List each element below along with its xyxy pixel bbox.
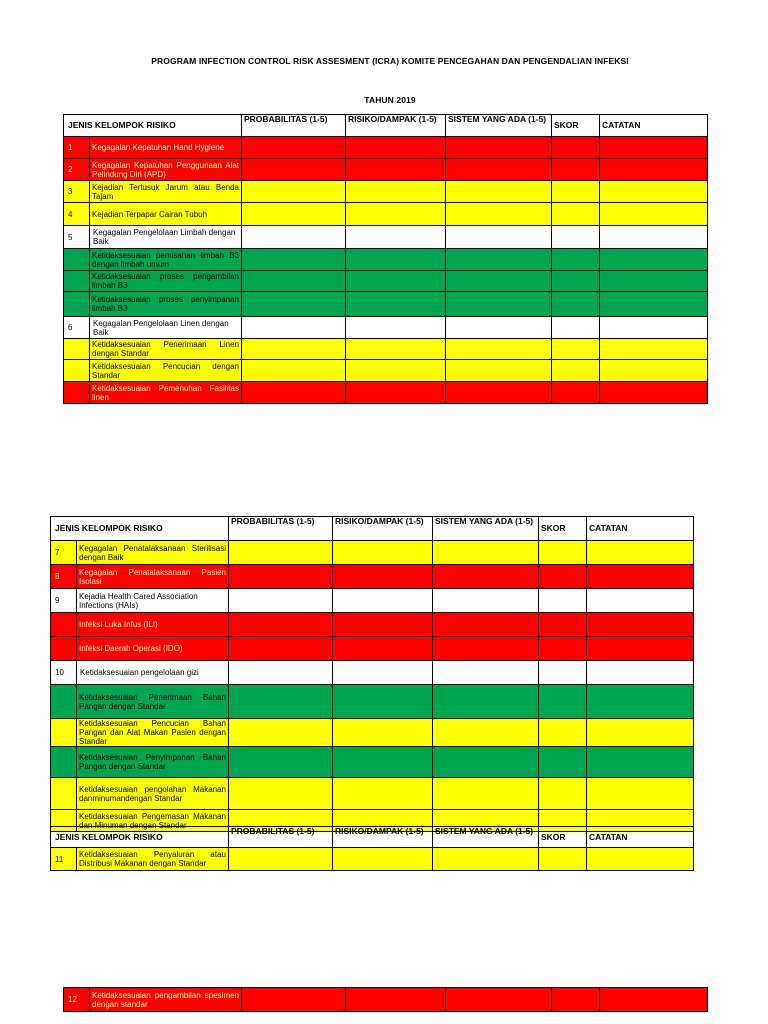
score-cell	[539, 747, 587, 778]
notes-cell	[600, 159, 708, 181]
row-number	[64, 339, 90, 360]
impact-cell	[346, 137, 446, 159]
notes-cell	[587, 541, 694, 565]
existing-system-cell	[433, 661, 539, 685]
impact-cell	[333, 541, 433, 565]
probability-cell	[242, 271, 346, 292]
table-row	[64, 317, 708, 339]
impact-cell	[346, 317, 446, 339]
notes-cell	[600, 382, 708, 404]
risk-description: Kegagalan Pengelolaan Limbah dengan Baik	[90, 226, 242, 249]
row-number: 8	[51, 565, 77, 589]
risk-description: Kegagalan Kepatuhan Hand Hygiene	[90, 137, 242, 159]
score-cell	[552, 339, 600, 360]
impact-cell	[346, 988, 446, 1012]
existing-system-cell	[446, 292, 552, 317]
row-number: 6	[64, 317, 90, 339]
probability-cell	[229, 747, 333, 778]
score-cell	[539, 719, 587, 747]
impact-cell	[333, 613, 433, 637]
table-row	[51, 541, 694, 565]
row-number	[51, 747, 77, 778]
header-existing-system: SISTEM YANG ADA (1-5)	[433, 517, 539, 541]
probability-cell	[229, 848, 333, 871]
risk-description: Ketidaksesuaian Pencucian Bahan Pangan dan Alat Makan Pasien dengan Standar	[77, 719, 229, 747]
header-existing-system: SISTEM YANG ADA (1-5)	[446, 115, 552, 137]
header-existing-system: SISTEM YANG ADA (1-5)	[433, 827, 539, 848]
header-impact: RISIKO/DAMPAK (1-5)	[346, 115, 446, 137]
document-title: PROGRAM INFECTION CONTROL RISK ASSESMENT (ICRA) KOMITE PENCEGAHAN DAN PENGENDALIAN INFEKSI	[151, 56, 629, 66]
header-impact: RISIKO/DAMPAK (1-5)	[333, 517, 433, 541]
notes-cell	[600, 988, 708, 1012]
row-number	[51, 637, 77, 661]
risk-description: Kegagalan Penatalaksanaan Pasien Isolasi	[77, 565, 229, 589]
existing-system-cell	[433, 589, 539, 613]
probability-cell	[242, 988, 346, 1012]
table-row	[51, 565, 694, 589]
row-number: 4	[64, 203, 90, 226]
header-probability: PROBABILITAS (1-5)	[242, 115, 346, 137]
header-notes: CATATAN	[600, 115, 708, 137]
risk-description: Ketidaksesuaian pengolahan Makanan danminumandengan Standar	[77, 778, 229, 810]
row-number: 2	[64, 159, 90, 181]
existing-system-cell	[433, 613, 539, 637]
notes-cell	[600, 317, 708, 339]
existing-system-cell	[433, 685, 539, 719]
existing-system-cell	[433, 778, 539, 810]
probability-cell	[229, 637, 333, 661]
table-header-row	[51, 827, 694, 848]
risk-table-3-body	[51, 827, 694, 871]
row-number	[64, 360, 90, 382]
header-probability: PROBABILITAS (1-5)	[229, 827, 333, 848]
table-row	[64, 181, 708, 203]
row-number	[51, 685, 77, 719]
existing-system-cell	[446, 382, 552, 404]
row-number	[64, 382, 90, 404]
score-cell	[539, 637, 587, 661]
risk-description: Ketidaksesuaian Penerimaan Linen dengan Standar	[90, 339, 242, 360]
row-number: 5	[64, 226, 90, 249]
notes-cell	[600, 339, 708, 360]
score-cell	[552, 271, 600, 292]
table-row	[64, 988, 708, 1012]
risk-description: Ketidaksesuaian Penyimpanan Bahan Pangan dengan Standar	[77, 747, 229, 778]
notes-cell	[600, 271, 708, 292]
table-header-row	[64, 115, 708, 137]
probability-cell	[242, 292, 346, 317]
existing-system-cell	[446, 203, 552, 226]
table-row	[64, 292, 708, 317]
notes-cell	[587, 747, 694, 778]
risk-description: Ketidaksesuaian Pemenuhan Fasilitas linen	[90, 382, 242, 404]
notes-cell	[587, 589, 694, 613]
probability-cell	[242, 339, 346, 360]
row-number: 3	[64, 181, 90, 203]
risk-description: Kejadian Terpapar Cairan Tubuh	[90, 203, 242, 226]
risk-description: Kejadia Health Cared Association Infections (HAIs)	[77, 589, 229, 613]
impact-cell	[346, 360, 446, 382]
existing-system-cell	[446, 181, 552, 203]
probability-cell	[242, 249, 346, 271]
table-row	[51, 778, 694, 810]
row-number: 1	[64, 137, 90, 159]
existing-system-cell	[446, 339, 552, 360]
score-cell	[552, 292, 600, 317]
risk-description: Ketidaksesuaian proses pengambilan limbah B3	[90, 271, 242, 292]
notes-cell	[587, 637, 694, 661]
row-number: 11	[51, 848, 77, 871]
notes-cell	[587, 685, 694, 719]
probability-cell	[242, 382, 346, 404]
table-row	[64, 226, 708, 249]
risk-description: Ketidaksesuaian Pencucian dengan Standar	[90, 360, 242, 382]
existing-system-cell	[446, 360, 552, 382]
impact-cell	[333, 565, 433, 589]
impact-cell	[346, 292, 446, 317]
probability-cell	[242, 159, 346, 181]
risk-description: Ketidaksesuaian proses penyimpanan limbah B3	[90, 292, 242, 317]
header-risk-group: JENIS KELOMPOK RISIKO	[51, 517, 229, 541]
score-cell	[539, 565, 587, 589]
impact-cell	[333, 661, 433, 685]
probability-cell	[229, 719, 333, 747]
notes-cell	[600, 360, 708, 382]
row-number: 9	[51, 589, 77, 613]
probability-cell	[229, 565, 333, 589]
table-row	[51, 637, 694, 661]
notes-cell	[587, 613, 694, 637]
notes-cell	[587, 565, 694, 589]
probability-cell	[229, 661, 333, 685]
existing-system-cell	[446, 317, 552, 339]
score-cell	[539, 685, 587, 719]
risk-description: Ketidaksesuaian Penyaluran atau Distribusi Makanan dengan Standar	[77, 848, 229, 871]
impact-cell	[346, 181, 446, 203]
notes-cell	[600, 203, 708, 226]
risk-table-2-body	[51, 517, 694, 832]
score-cell	[539, 613, 587, 637]
probability-cell	[242, 226, 346, 249]
row-number: 12	[64, 988, 90, 1012]
existing-system-cell	[433, 747, 539, 778]
table-row	[64, 271, 708, 292]
table-row	[64, 249, 708, 271]
header-risk-group: JENIS KELOMPOK RISIKO	[51, 827, 229, 848]
notes-cell	[587, 778, 694, 810]
risk-description: Kegagalan Pengelolaan Linen dengan Baik	[90, 317, 242, 339]
existing-system-cell	[433, 719, 539, 747]
probability-cell	[242, 317, 346, 339]
notes-cell	[600, 249, 708, 271]
notes-cell	[587, 661, 694, 685]
notes-cell	[587, 848, 694, 871]
table-header-row	[51, 517, 694, 541]
table-row	[64, 360, 708, 382]
score-cell	[552, 382, 600, 404]
probability-cell	[242, 181, 346, 203]
risk-table-3	[50, 826, 694, 871]
score-cell	[552, 181, 600, 203]
row-number	[64, 249, 90, 271]
score-cell	[552, 249, 600, 271]
probability-cell	[242, 203, 346, 226]
score-cell	[539, 778, 587, 810]
header-notes: CATATAN	[587, 517, 694, 541]
risk-description: Ketidaksesuaian Penerimaan Bahan Pangan dengan Standar	[77, 685, 229, 719]
probability-cell	[229, 613, 333, 637]
risk-description: Infeksi Luka Infus (ILI)	[77, 613, 229, 637]
header-impact: RISIKO/DAMPAK (1-5)	[333, 827, 433, 848]
impact-cell	[333, 747, 433, 778]
score-cell	[539, 589, 587, 613]
risk-description: Ketidaksesuaian pengambilan spesimen dengan standar	[90, 988, 242, 1012]
score-cell	[552, 360, 600, 382]
score-cell	[539, 661, 587, 685]
score-cell	[552, 137, 600, 159]
table-row	[51, 747, 694, 778]
row-number	[64, 271, 90, 292]
risk-table-1-body	[64, 115, 708, 404]
impact-cell	[346, 271, 446, 292]
score-cell	[552, 159, 600, 181]
existing-system-cell	[446, 271, 552, 292]
header-risk-group: JENIS KELOMPOK RISIKO	[64, 115, 242, 137]
table-row	[51, 613, 694, 637]
probability-cell	[229, 685, 333, 719]
score-cell	[552, 317, 600, 339]
table-row	[51, 719, 694, 747]
existing-system-cell	[446, 988, 552, 1012]
table-row	[51, 661, 694, 685]
score-cell	[552, 988, 600, 1012]
notes-cell	[600, 292, 708, 317]
impact-cell	[333, 589, 433, 613]
table-row	[51, 685, 694, 719]
probability-cell	[229, 541, 333, 565]
risk-table-2	[50, 516, 694, 832]
risk-description: Kegagalan Penatalaksanaan Sterilisasi dengan Baik	[77, 541, 229, 565]
impact-cell	[346, 226, 446, 249]
year-label: TAHUN 2019	[364, 95, 416, 105]
notes-cell	[600, 226, 708, 249]
header-score: SKOR	[552, 115, 600, 137]
impact-cell	[333, 685, 433, 719]
risk-table-4	[63, 987, 708, 1012]
header-score: SKOR	[539, 517, 587, 541]
risk-table-1	[63, 114, 708, 404]
risk-description: Kegagalan Kepatuhan Penggunaan Alat Pelindung Diri (APD)	[90, 159, 242, 181]
impact-cell	[346, 203, 446, 226]
risk-description: Ketidaksesuaian Pengemasan Makanan dan Minuman dengan Standar	[77, 810, 229, 832]
probability-cell	[229, 589, 333, 613]
notes-cell	[600, 137, 708, 159]
impact-cell	[346, 382, 446, 404]
score-cell	[539, 848, 587, 871]
existing-system-cell	[433, 565, 539, 589]
risk-description: Infeksi Daerah Operasi (IDO)	[77, 637, 229, 661]
header-probability: PROBABILITAS (1-5)	[229, 517, 333, 541]
existing-system-cell	[433, 848, 539, 871]
row-number	[64, 292, 90, 317]
probability-cell	[242, 137, 346, 159]
row-number	[51, 613, 77, 637]
row-number: 10	[51, 661, 77, 685]
notes-cell	[587, 719, 694, 747]
table-row	[64, 339, 708, 360]
table-row	[64, 137, 708, 159]
table-row	[51, 589, 694, 613]
impact-cell	[333, 778, 433, 810]
header-score: SKOR	[539, 827, 587, 848]
probability-cell	[229, 778, 333, 810]
row-number	[51, 778, 77, 810]
probability-cell	[242, 360, 346, 382]
impact-cell	[333, 637, 433, 661]
impact-cell	[346, 159, 446, 181]
existing-system-cell	[446, 159, 552, 181]
risk-description: Ketidaksesuaian pengelolaan gizi	[77, 661, 229, 685]
table-row	[51, 848, 694, 871]
score-cell	[539, 541, 587, 565]
impact-cell	[333, 719, 433, 747]
existing-system-cell	[446, 226, 552, 249]
notes-cell	[600, 181, 708, 203]
score-cell	[552, 226, 600, 249]
impact-cell	[346, 339, 446, 360]
table-row	[64, 159, 708, 181]
table-row	[64, 203, 708, 226]
row-number: 7	[51, 541, 77, 565]
risk-table-4-body	[64, 988, 708, 1012]
header-notes: CATATAN	[587, 827, 694, 848]
impact-cell	[346, 249, 446, 271]
risk-description: Ketidaksesuaian pemisahan limbah B3 dengan limbah umum	[90, 249, 242, 271]
existing-system-cell	[446, 249, 552, 271]
existing-system-cell	[433, 637, 539, 661]
risk-description: Kejadian Tertusuk Jarum atau Benda Tajam	[90, 181, 242, 203]
score-cell	[552, 203, 600, 226]
existing-system-cell	[433, 541, 539, 565]
row-number	[51, 719, 77, 747]
existing-system-cell	[446, 137, 552, 159]
table-row	[64, 382, 708, 404]
impact-cell	[333, 848, 433, 871]
